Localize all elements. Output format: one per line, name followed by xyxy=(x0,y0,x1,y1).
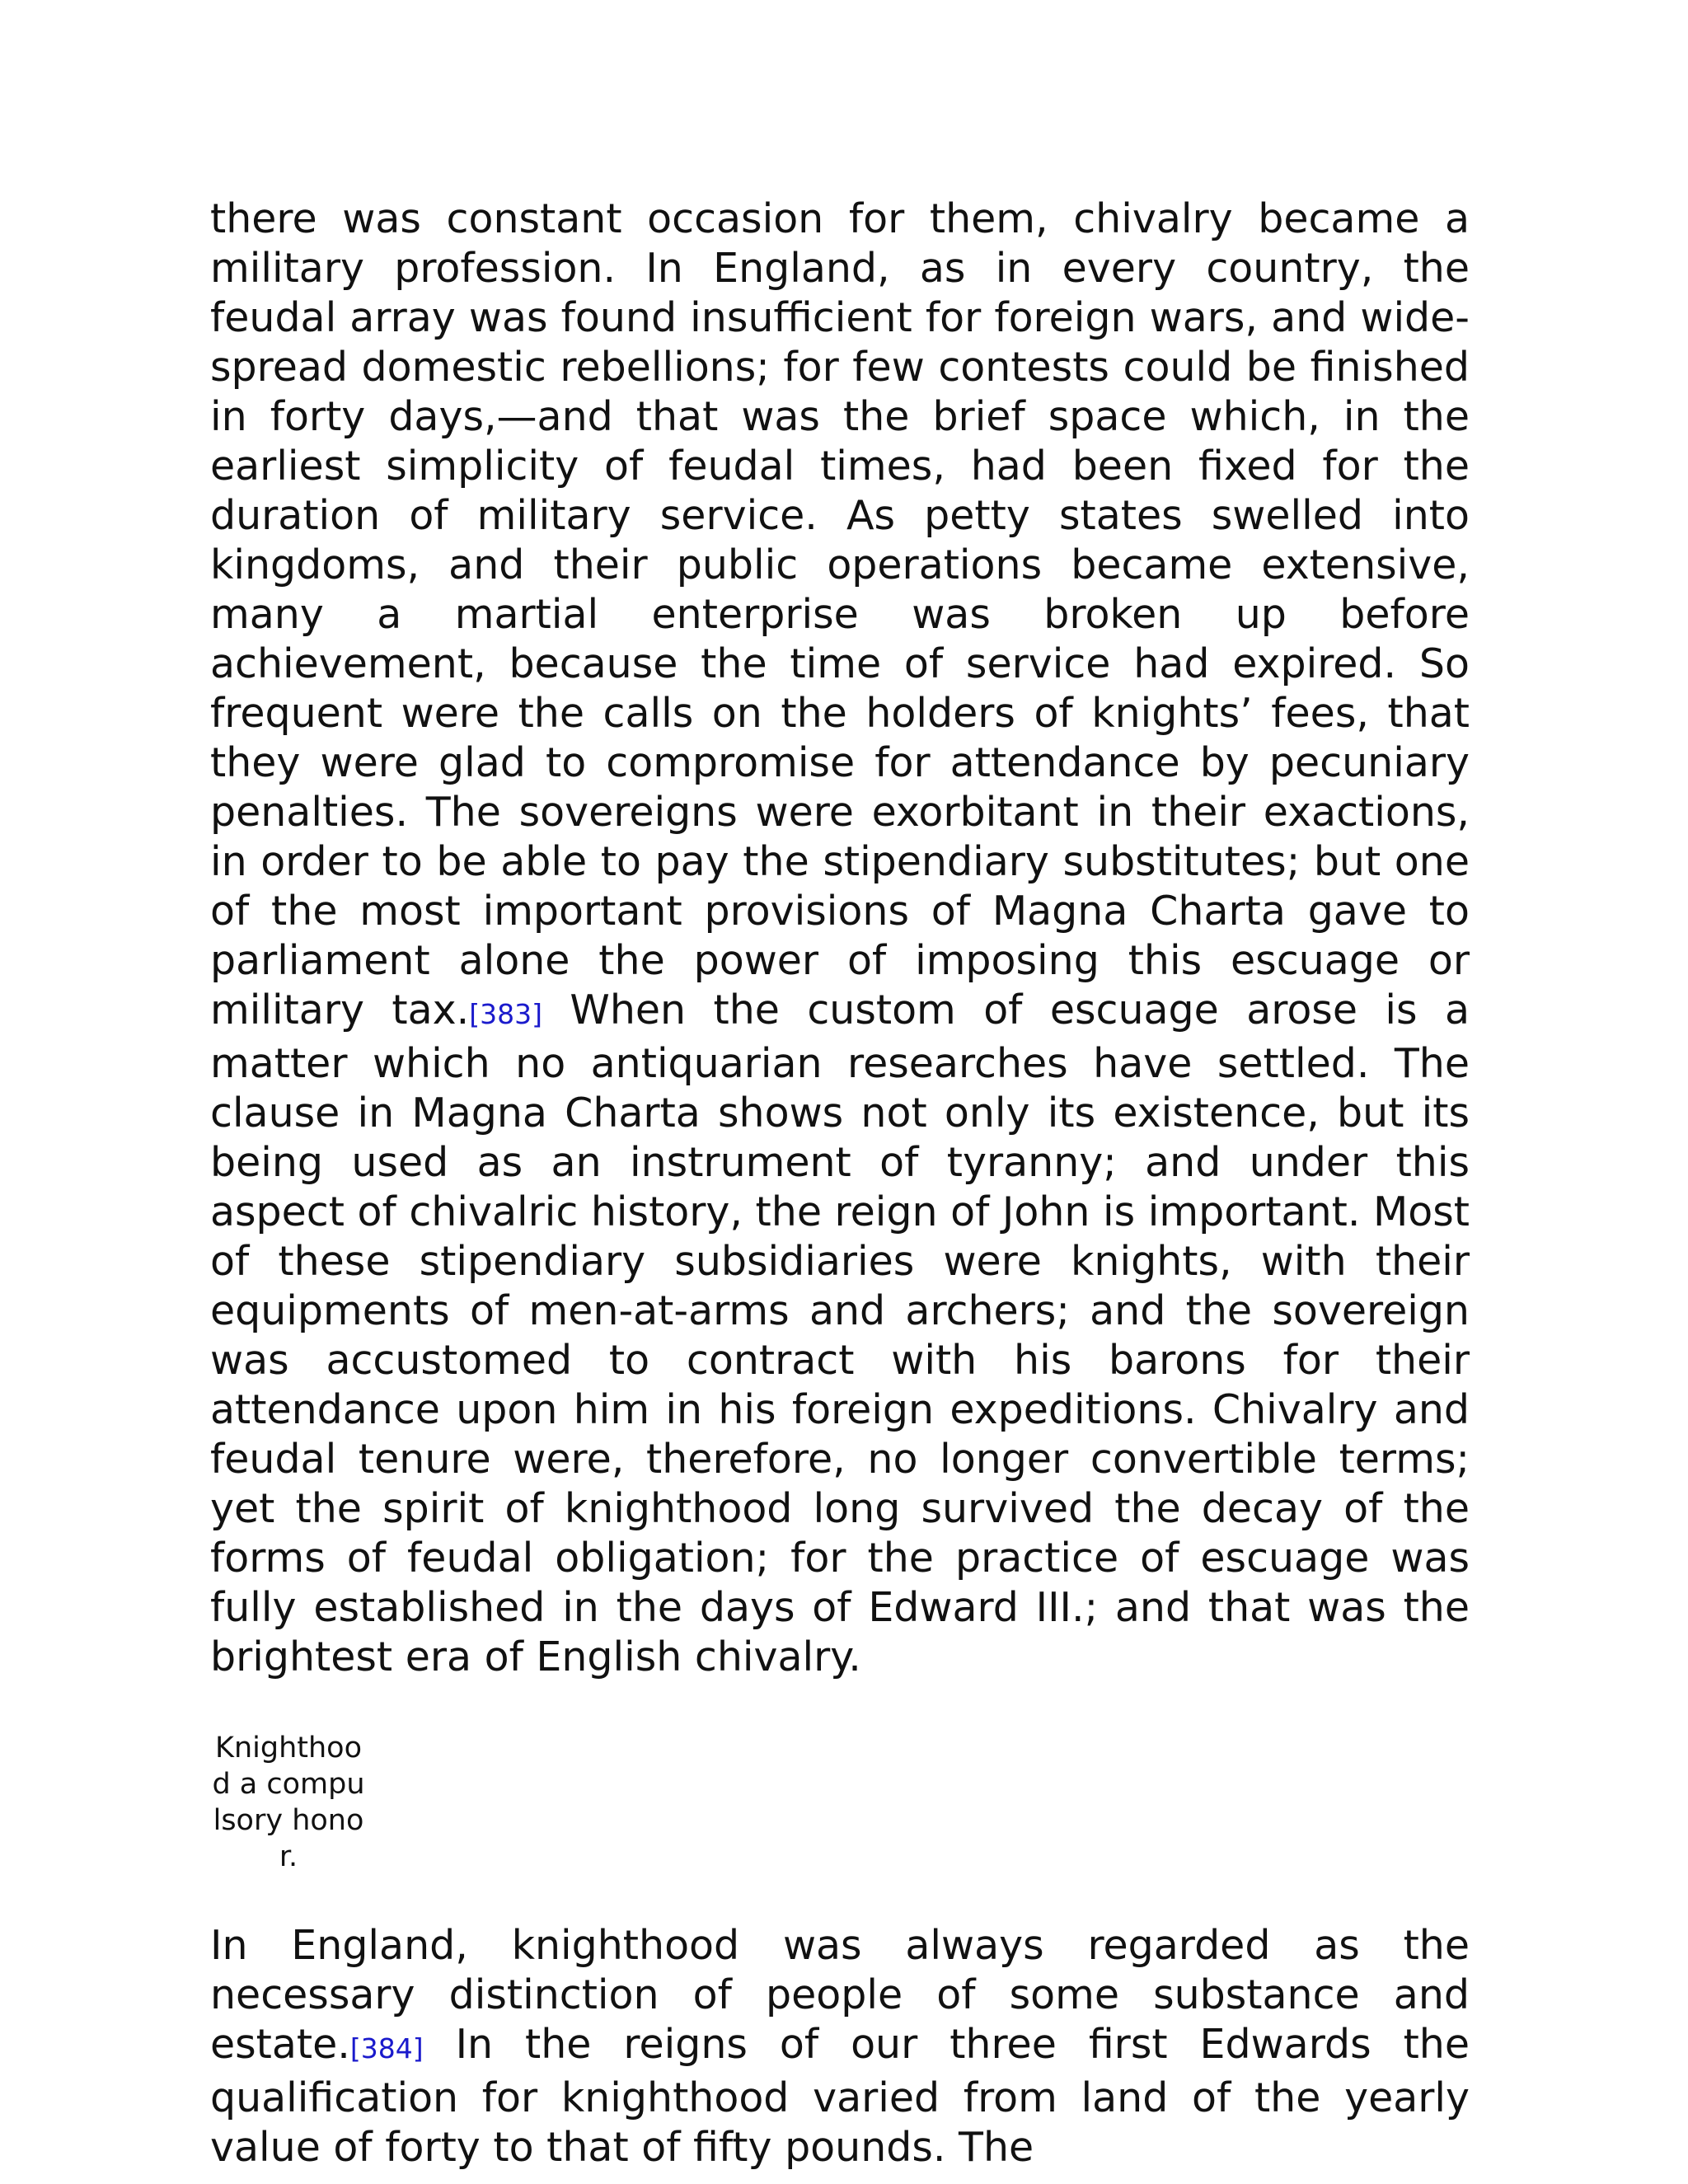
footnote-link-383[interactable]: [383] xyxy=(469,998,542,1030)
paragraph-2-text-after: In the reigns of our three first Edwards the qualification for knighthood varied from land of the yearly value of forty to that of fifty pounds. The xyxy=(210,2021,1470,2171)
footnote-link-384[interactable]: [384] xyxy=(349,2032,424,2064)
page-content xyxy=(210,194,1470,2172)
paragraph-2 xyxy=(210,1921,1470,2172)
paragraph-1-text-after: When the custom of escuage arose is a matter which no antiquarian researches have settled. The clause in Magna Charta shows not only its existence, but its being used as an instrument of tyranny; and under this aspect of chivalric history, the reign of John is important. Most of these stipendiary subsidiaries were knights, with their equipments of men-at-arms and archers; and the sovereign was accustomed to contract with his barons for their attendance upon him in his foreign expeditions. Chivalry and feudal tenure were, therefore, no longer convertible terms; yet the spirit of knighthood long survived the decay of the forms of feudal obligation; for the practice of escuage was fully established in the days of Edward III.; and that was the brightest era of English chivalry. xyxy=(210,987,1470,1680)
paragraph-1 xyxy=(210,194,1470,1682)
paragraph-2-text-before: In England, knighthood was always regarded as the necessary distinction of people of some substance and estate. xyxy=(210,1922,1470,2068)
margin-sidenote: Knighthood a compulsory honor. xyxy=(212,1732,365,1873)
paragraph-1-text-before: there was constant occasion for them, chivalry became a military profession. In England, as in every country, the feudal array was found insufficient for foreign wars, and wide-spread domestic rebellions; for few contests could be finished in forty days,—and that was the brief space which, in the earliest simplicity of feudal times, had been fixed for the duration of military service. As petty states swelled into kingdoms, and their public operations became extensive, many a martial enterprise was broken up before achievement, because the time of service had expired. So frequent were the calls on the holders of knights’ fees, that they were glad to compromise for attendance by pecuniary penalties. The sovereigns were exorbitant in their exactions, in order to be able to pay the stipendiary substitutes; but one of the most important provisions of Magna Charta gave to parliament alone the power of imposing this escuage or military tax. xyxy=(210,195,1470,1033)
